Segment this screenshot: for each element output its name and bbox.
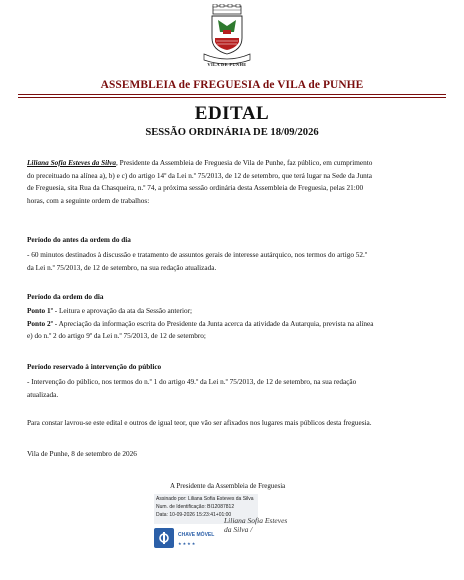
closing-paragraph: Para constar lavrou-se este edital e outros de igual teor, que vão ser afixados nos lugares mais públicos desta freguesia.: [27, 419, 372, 427]
point-1-label: Ponto 1º: [27, 307, 53, 315]
intro-line-1: , Presidente da Assembleia de Freguesia de Vila de Punhe, faz público, em cumprimento: [116, 159, 373, 167]
section-before-agenda-heading: Período do antes da ordem do dia: [27, 236, 131, 244]
chave-movel-stars: ★★★★: [178, 541, 197, 546]
signature-role: A Presidente da Assembleia de Freguesia: [170, 482, 286, 490]
intro-line-4: horas, com a seguinte ordem de trabalhos:: [27, 196, 150, 205]
signed-by: Assinado por: Liliana Sofia Esteves da Silva: [156, 496, 254, 502]
sec1-line-1: - 60 minutos destinados à discussão e tratamento de assuntos gerais de interesse autárquico, nos termos do artigo 52.º: [27, 251, 368, 259]
assembly-title: ASSEMBLEIA de FREGUESIA de VILA de PUNHE: [100, 79, 364, 91]
point-2-line-2: e) do n.º 2 do artigo 9º da Lei n.º 75/2013, de 12 de setembro;: [27, 332, 206, 341]
section-agenda-heading: Período da ordem do dia: [27, 293, 104, 301]
header-rule-bottom: [18, 97, 446, 98]
intro-paragraph: [27, 157, 439, 207]
header-rule-top: [18, 94, 446, 95]
intro-line-3: de Freguesia, sita Rua da Chasqueira, n.º 74, a próxima sessão ordinária desta Assembleia de Freguesia, pelas 21:00: [27, 184, 364, 193]
sec3-line-1: - Intervenção do público, nos termos do n.º 1 do artigo 49.º da Lei n.º 75/2013, de 12 de setembro, na sua redação: [27, 378, 357, 386]
signature-date: Data: 10-09-2026 15:23:41+01:00: [156, 512, 232, 518]
point-1-text: - Leitura e aprovação da ata da Sessão anterior;: [52, 307, 193, 315]
sec3-line-2: atualizada.: [27, 390, 59, 399]
president-name: Liliana Sofia Esteves da Silva: [27, 159, 117, 167]
identification-number: Num. de Identificação: BI12087812: [156, 504, 235, 510]
section-before-agenda-text: [27, 249, 439, 274]
section-public-heading: Período reservado à intervenção do público: [27, 363, 162, 371]
handwritten-signature: Liliana Sofia Esteves da Silva /: [224, 516, 288, 534]
document-title: EDITAL: [194, 103, 270, 124]
chave-movel-label: CHAVE MÓVEL: [178, 532, 215, 538]
sec1-line-2: da Lei n.º 75/2013, de 12 de setembro, na sua redação atualizada.: [27, 263, 217, 272]
coat-of-arms-icon: [198, 4, 256, 68]
section-agenda-text: [27, 305, 439, 343]
chave-movel-logo-icon: [154, 528, 174, 548]
crest-motto: VILA DE PUNHE: [207, 62, 247, 67]
point-2-text: - Apreciação da informação escrita do Presidente da Junta acerca da atividade da Autarquia, prevista na alínea: [52, 319, 374, 328]
intro-line-2: do preceituado na alínea a), b) e c) do artigo 14º da Lei n.º 75/2013, de 12 de setembro, que terá lugar na Sede da Junta: [27, 171, 372, 180]
section-public-text: [27, 376, 439, 401]
date-line: Vila de Punhe, 8 de setembro de 2026: [27, 450, 137, 458]
point-2-label: Ponto 2º: [27, 319, 53, 328]
session-title: SESSÃO ORDINÁRIA DE 18/09/2026: [145, 127, 319, 138]
digital-signature-stamp: [154, 494, 289, 564]
